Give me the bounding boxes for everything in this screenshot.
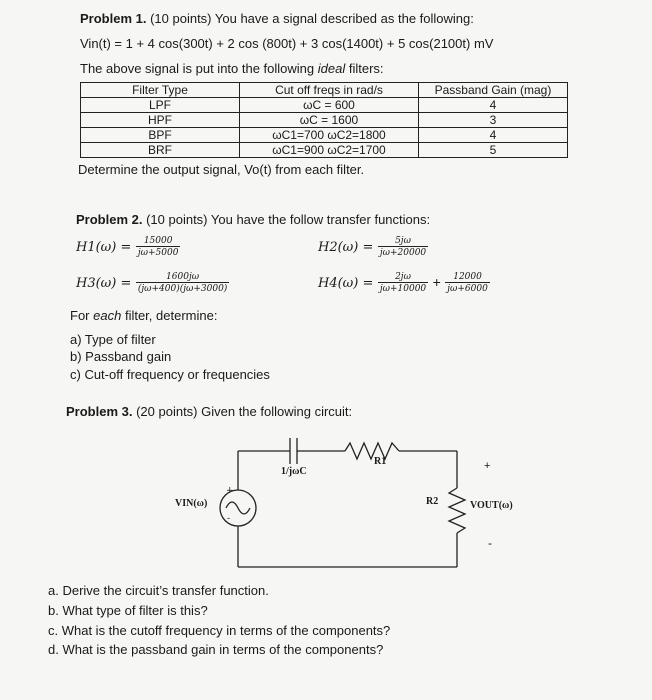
list-item: c) Cut-off frequency or frequencies bbox=[70, 367, 270, 382]
h4-den1: jω+10000 bbox=[379, 284, 427, 294]
r1-label: R1 bbox=[374, 456, 387, 467]
r2-label: R2 bbox=[426, 496, 439, 507]
source-plus: + bbox=[226, 486, 234, 496]
h1-den: jω+5000 bbox=[137, 248, 179, 258]
source-minus: - bbox=[227, 514, 231, 524]
h4-num1: 2jω bbox=[395, 272, 411, 282]
list-item: b) Passband gain bbox=[70, 349, 172, 364]
ac-source-wave-icon bbox=[226, 502, 250, 514]
header-cutoff: Cut off freqs in rad/s bbox=[240, 83, 419, 98]
h3-lhs: H3(ω) = bbox=[76, 276, 132, 292]
h1-num: 15000 bbox=[143, 236, 173, 246]
row-gain: 3 bbox=[419, 113, 568, 128]
h2-den: jω+20000 bbox=[379, 248, 427, 258]
problem1-question: Determine the output signal, Vo(t) from each filter. bbox=[78, 162, 365, 177]
h3-num: 1600jω bbox=[166, 272, 200, 282]
row-cutoff: ωC1=900 ωC2=1700 bbox=[240, 143, 419, 158]
h4-den2: jω+6000 bbox=[447, 284, 488, 294]
list-item: b. What type of filter is this? bbox=[48, 603, 208, 618]
row-type: BRF bbox=[81, 143, 240, 158]
problem1-heading: Problem 1. bbox=[80, 11, 147, 26]
resistor-r2 bbox=[449, 488, 465, 533]
filters-intro-end: filters: bbox=[348, 61, 384, 76]
h4-num2: 12000 bbox=[453, 272, 482, 282]
row-type: HPF bbox=[81, 113, 240, 128]
h3-den: (jω+400)(jω+3000) bbox=[137, 284, 228, 294]
h4-plus: + bbox=[432, 274, 441, 291]
problem3-intro: (20 points) Given the following circuit: bbox=[136, 404, 353, 419]
problem1-intro: (10 points) You have a signal described as the following: bbox=[150, 11, 474, 26]
list-item: c. What is the cutoff frequency in terms of the components? bbox=[48, 623, 391, 638]
prompt-end: filter, determine: bbox=[124, 308, 218, 323]
vout-label: VOUT(ω) bbox=[470, 500, 513, 511]
row-cutoff: ωC = 600 bbox=[240, 98, 419, 113]
vin-label: VIN(ω) bbox=[175, 498, 208, 509]
prompt-italic: each bbox=[93, 308, 122, 323]
h1-lhs: H1(ω) = bbox=[76, 240, 132, 256]
row-cutoff: ωC = 1600 bbox=[240, 113, 419, 128]
h4-lhs: H4(ω) = bbox=[318, 276, 374, 292]
problem3-heading: Problem 3. bbox=[66, 404, 133, 419]
row-gain: 5 bbox=[419, 143, 568, 158]
problem2-intro: (10 points) You have the follow transfer functions: bbox=[146, 212, 431, 227]
list-item: a) Type of filter bbox=[70, 332, 156, 347]
h2-lhs: H2(ω) = bbox=[318, 240, 374, 256]
filters-intro-text: The above signal is put into the following bbox=[80, 61, 315, 76]
header-gain: Passband Gain (mag) bbox=[419, 83, 568, 98]
header-filter-type: Filter Type bbox=[81, 83, 240, 98]
h2-num: 5jω bbox=[395, 236, 411, 246]
problem2-heading: Problem 2. bbox=[76, 212, 143, 227]
capacitor-label: 1/jωC bbox=[281, 466, 307, 477]
list-item: d. What is the passband gain in terms of the components? bbox=[48, 642, 384, 657]
prompt-start: For bbox=[70, 308, 90, 323]
vout-minus: - bbox=[488, 536, 492, 550]
filters-intro-italic: ideal bbox=[317, 61, 346, 76]
row-gain: 4 bbox=[419, 98, 568, 113]
resistor-r1 bbox=[345, 443, 399, 459]
list-item: a. Derive the circuit’s transfer function. bbox=[48, 583, 269, 598]
row-type: LPF bbox=[81, 98, 240, 113]
problem1-signal: Vin(t) = 1 + 4 cos(300t) + 2 cos (800t) + 3 cos(1400t) + 5 cos(2100t) mV bbox=[80, 36, 494, 51]
vout-plus: + bbox=[484, 460, 491, 472]
row-type: BPF bbox=[81, 128, 240, 143]
row-gain: 4 bbox=[419, 128, 568, 143]
row-cutoff: ωC1=700 ωC2=1800 bbox=[240, 128, 419, 143]
